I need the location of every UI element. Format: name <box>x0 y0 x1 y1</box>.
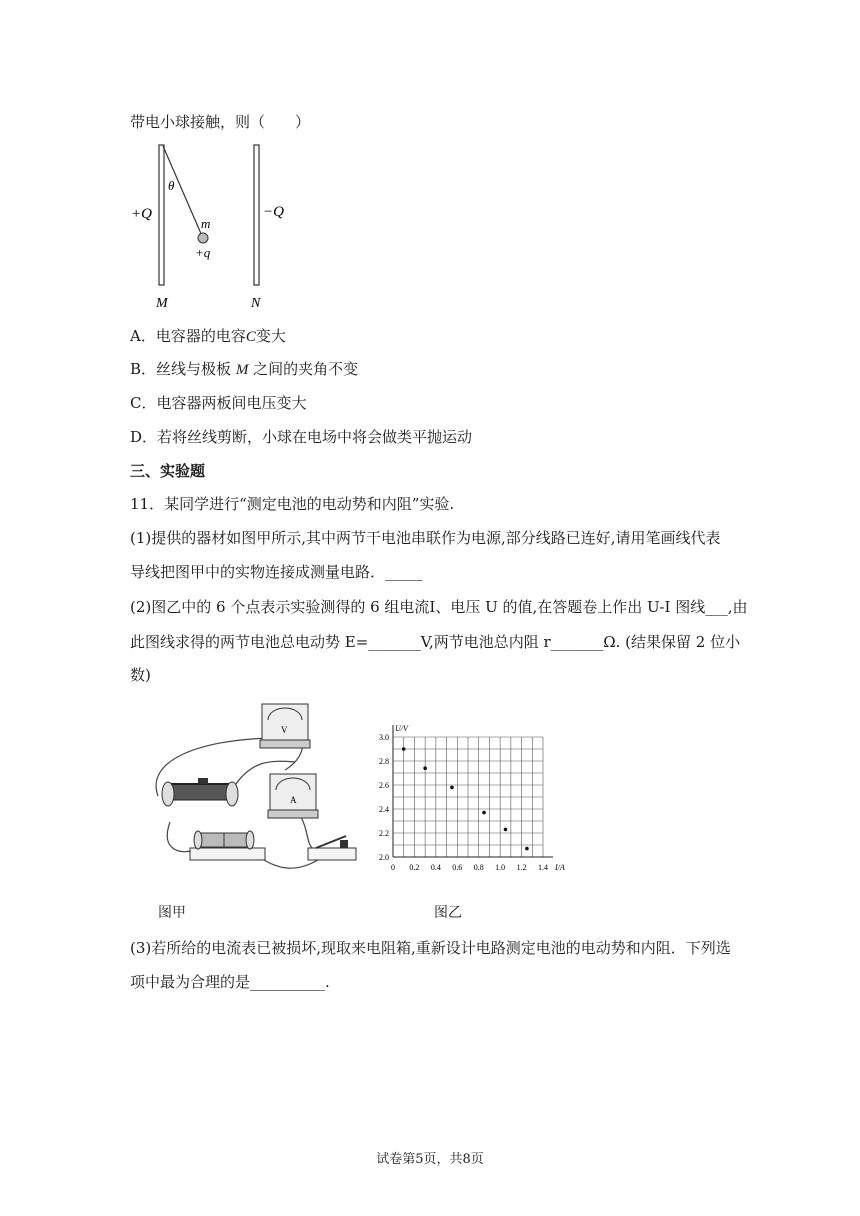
data-point <box>450 786 454 790</box>
battery-holder <box>190 831 265 860</box>
voltmeter-label: V <box>281 725 288 735</box>
part2-line1: (2)图乙中的 6 个点表示实验测得的 6 组电流I、电压 U 的值,在答题卷上作出 U-I 图线___,由 <box>130 598 748 616</box>
ammeter <box>268 774 318 818</box>
y-tick-label: 3.0 <box>379 733 389 742</box>
option-d: D．若将丝线剪断，小球在电场中将会做类平抛运动 <box>130 428 473 446</box>
option-c: C．电容器两板间电压变大 <box>130 394 307 412</box>
x-tick-label: 0.4 <box>430 863 441 872</box>
label-ball-charge: +q <box>195 245 211 260</box>
label-plate-m: M <box>156 296 168 311</box>
label-m: m <box>201 216 211 231</box>
label-plate-n: N <box>251 296 261 311</box>
intro-text: 带电小球接触，则（ ） <box>130 113 311 131</box>
label-plus-q: +Q <box>131 206 152 222</box>
y-tick-label: 2.4 <box>379 805 389 814</box>
knife-switch <box>308 836 356 860</box>
label-minus-q: −Q <box>263 204 284 220</box>
x-axis-label: I/A <box>555 863 565 872</box>
x-tick-label: 1.0 <box>495 863 506 872</box>
option-b: B．丝线与极板 M 之间的夹角不变 <box>130 360 359 378</box>
x-tick-label: 0 <box>391 863 395 872</box>
x-tick-label: 0.2 <box>409 863 420 872</box>
capacitor-figure <box>125 140 305 312</box>
part2-line2: 此图线求得的两节电池总电动势 E=_______V,两节电池总内阻 r_______Ω. (结果保留 2 位小 <box>130 633 741 651</box>
part1-line2: 导线把图甲中的实物连接成测量电路．_____ <box>130 563 423 581</box>
y-axis-label: U/V <box>395 724 408 733</box>
wire <box>167 822 195 852</box>
caption-jia: 图甲 <box>158 905 186 921</box>
option-a: A．电容器的电容C变大 <box>130 327 286 345</box>
label-theta: θ <box>168 178 175 193</box>
apparatus-figure <box>140 700 375 880</box>
plate-n <box>254 145 259 285</box>
y-tick-label: 2.2 <box>379 829 389 838</box>
data-point <box>482 811 486 815</box>
y-tick-label: 2.8 <box>379 757 389 766</box>
ammeter-label: A <box>290 795 297 805</box>
x-tick-label: 1.4 <box>538 863 548 872</box>
page-footer: 试卷第5页，共8页 <box>376 1152 484 1167</box>
part3-line1: (3)若所给的电流表已被损坏,现取来电阻箱,重新设计电路测定电池的电动势和内阻．下列选 <box>130 939 731 957</box>
x-tick-label: 0.6 <box>452 863 463 872</box>
voltmeter <box>260 704 310 748</box>
part2-line3: 数) <box>130 666 151 684</box>
data-point <box>423 766 427 770</box>
part3-line2: 项中最为合理的是__________. <box>130 973 330 991</box>
y-tick-label: 2.0 <box>379 853 389 862</box>
x-tick-label: 0.8 <box>473 863 484 872</box>
data-point <box>504 828 508 832</box>
ui-graph <box>360 712 580 877</box>
question-stem: 11．某同学进行“测定电池的电动势和内阻”实验. <box>130 495 455 513</box>
plate-m <box>159 145 164 285</box>
data-point <box>525 847 529 851</box>
rheostat <box>162 778 238 806</box>
x-tick-label: 1.2 <box>516 863 527 872</box>
caption-yi: 图乙 <box>434 905 462 921</box>
section-title: 三、实验题 <box>130 462 206 480</box>
y-tick-label: 2.6 <box>379 781 389 790</box>
charged-ball <box>198 233 208 243</box>
data-point <box>402 747 406 751</box>
part1-line1: (1)提供的器材如图甲所示,其中两节干电池串联作为电源,部分线路已连好,请用笔画线代表 <box>130 529 721 547</box>
